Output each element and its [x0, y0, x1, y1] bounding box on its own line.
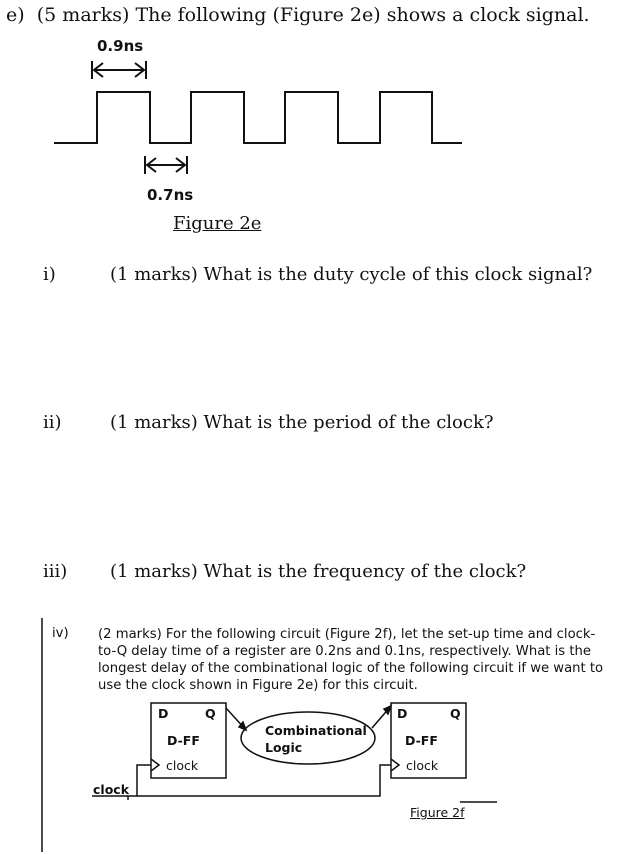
part-iv-paragraph [98, 626, 604, 694]
high-time-label: 0.9ns [97, 37, 144, 55]
part-i-label: i) [43, 264, 56, 285]
clock-input-label: clock [93, 782, 130, 797]
ff1-d-label: D [158, 706, 169, 721]
part-iii-text: (1 marks) What is the frequency of the clock? [110, 561, 527, 582]
low-time-arrow [145, 156, 187, 174]
logic-label-line-2: Logic [265, 740, 303, 755]
part-i-text: (1 marks) What is the duty cycle of this clock signal? [110, 264, 593, 285]
part-iv-line-1: (2 marks) For the following circuit (Figure 2f), let the set-up time and clock- [98, 627, 596, 642]
clock-waveform [54, 92, 462, 143]
part-iii-label: iii) [43, 561, 68, 582]
part-iv-line-4: use the clock shown in Figure 2e) for this circuit. [98, 678, 418, 693]
part-iv-line-2: to-Q delay time of a register are 0.2ns and 0.1ns, respectively. What is the [98, 644, 592, 659]
logic-ellipse [241, 712, 375, 764]
ff2-clock-label: clock [406, 758, 439, 773]
question-e-text: (5 marks) The following (Figure 2e) shows a clock signal. [36, 4, 590, 26]
part-iv-line-3: longest delay of the combinational logic of the following circuit if we want to [98, 661, 604, 676]
ff1-clock-label: clock [166, 758, 199, 773]
ff2-d-label: D [397, 706, 408, 721]
ff2-name: D-FF [405, 733, 438, 748]
ff2-q-label: Q [450, 706, 461, 721]
logic-label-line-1: Combinational [265, 723, 367, 738]
high-time-arrow [92, 61, 146, 79]
part-iv-label: iv) [52, 626, 69, 641]
ff2-clock-triangle [391, 759, 399, 771]
part-ii-label: ii) [43, 412, 62, 433]
part-ii-text: (1 marks) What is the period of the clock? [110, 412, 494, 433]
ff1-name: D-FF [167, 733, 200, 748]
figure-2e-caption: Figure 2e [173, 213, 262, 234]
figure-2f-caption: Figure 2f [410, 805, 465, 820]
ff1-q-label: Q [205, 706, 216, 721]
question-e-label: e) [6, 4, 25, 26]
ff1-clock-triangle [151, 759, 159, 771]
low-time-label: 0.7ns [147, 186, 194, 204]
clock-wire-ff1 [128, 765, 151, 800]
